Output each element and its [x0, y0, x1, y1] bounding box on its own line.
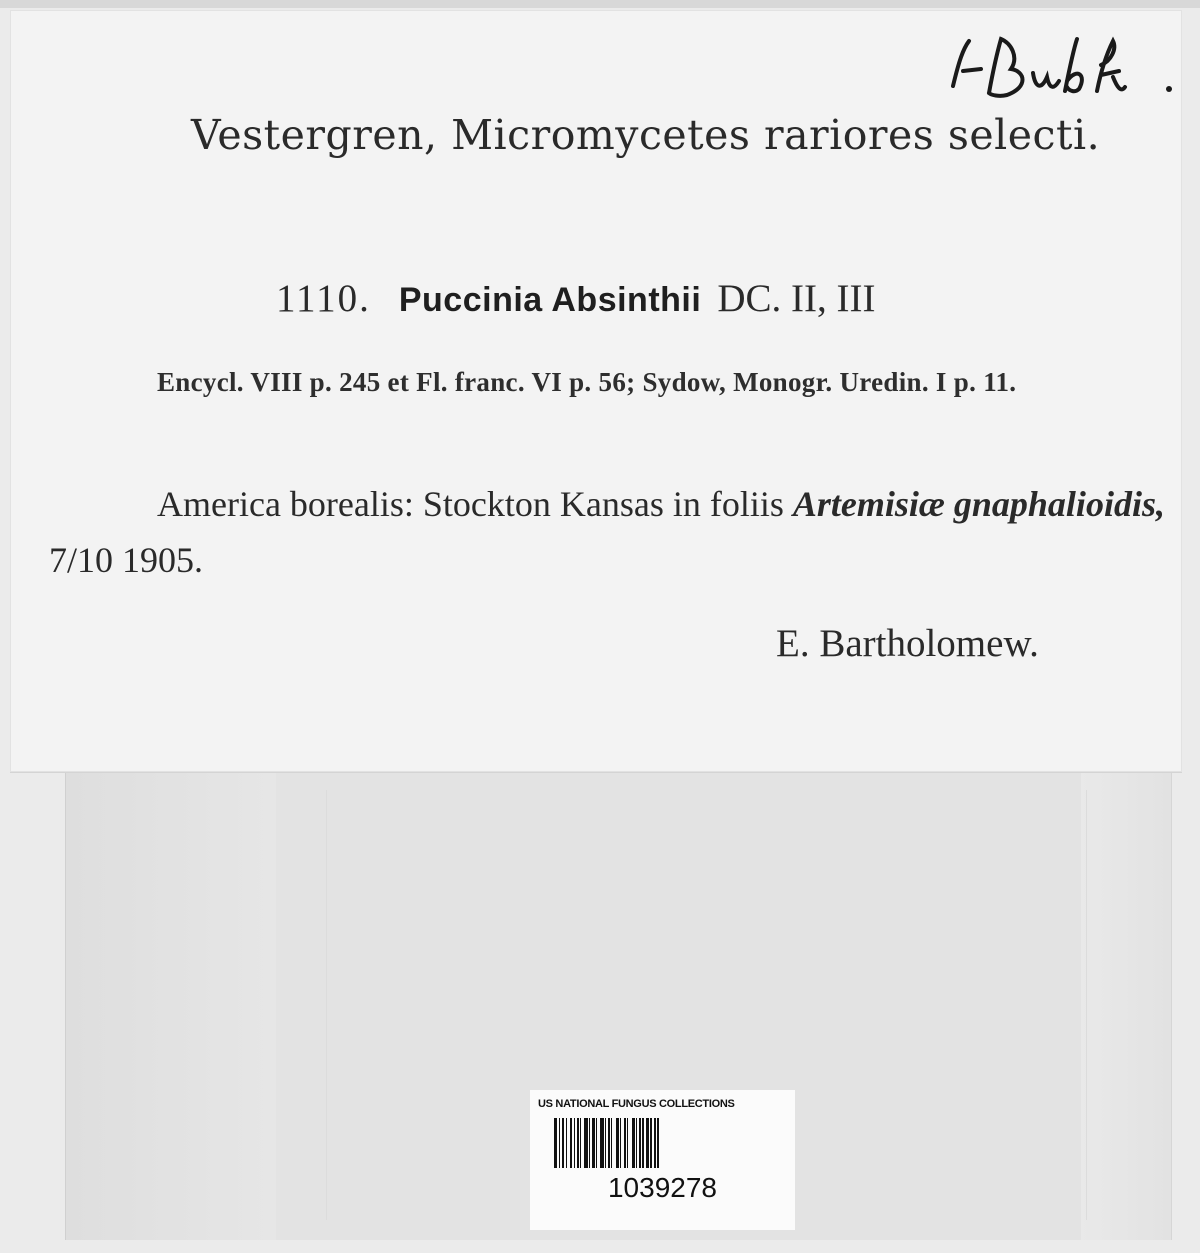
barcode-bar — [589, 1118, 590, 1168]
collection-date: 7/10 1905. — [49, 540, 204, 580]
authority-stage: DC. II, III — [717, 277, 876, 320]
handwritten-annotation — [941, 31, 1191, 111]
taxon-name: Puccinia Absinthii — [398, 281, 702, 319]
exsiccata-number: 1110. — [276, 277, 371, 320]
barcode-bar — [632, 1118, 635, 1168]
barcode-bar — [611, 1118, 612, 1168]
barcode-bar — [600, 1118, 604, 1168]
barcode-bar — [620, 1118, 621, 1168]
barcode-bar — [592, 1118, 595, 1168]
barcode-bar — [566, 1118, 567, 1168]
barcode-institution: US NATIONAL FUNGUS COLLECTIONS — [538, 1098, 735, 1110]
envelope-left-fold — [66, 770, 276, 1240]
barcode-bar — [642, 1118, 644, 1168]
envelope-seam — [1086, 790, 1087, 1220]
barcode-bar — [580, 1118, 581, 1168]
barcode-sticker — [530, 1090, 795, 1230]
barcode-bar — [577, 1118, 579, 1168]
barcode-bar — [654, 1118, 656, 1168]
series-title: Vestergren, Micromycetes rariores selecti. — [191, 111, 1101, 159]
barcode-bar — [650, 1118, 652, 1168]
barcode-bars — [554, 1118, 771, 1168]
barcode-bar — [554, 1118, 557, 1168]
specimen-heading — [276, 276, 875, 321]
barcode-bar — [657, 1118, 659, 1168]
herbarium-label — [10, 10, 1182, 772]
barcode-bar — [574, 1118, 575, 1168]
collector-name: E. Bartholomew. — [776, 622, 1039, 665]
barcode-bar — [559, 1118, 560, 1168]
barcode-number: 1039278 — [607, 1172, 717, 1203]
envelope-seam — [326, 790, 327, 1220]
barcode-bar — [562, 1118, 564, 1168]
barcode-bar — [624, 1118, 626, 1168]
locality-text — [49, 476, 1174, 588]
handwriting-signature — [941, 31, 1191, 111]
barcode-bar — [608, 1118, 610, 1168]
barcode-bar — [627, 1118, 628, 1168]
barcode-bar — [570, 1118, 572, 1168]
host-name: Artemisiæ gnaphalioidis, — [792, 484, 1165, 524]
barcode-bar — [584, 1118, 588, 1168]
barcode-bar — [616, 1118, 619, 1168]
barcode-bar — [646, 1118, 649, 1168]
barcode-bar — [605, 1118, 606, 1168]
literature-reference: Encycl. VIII p. 245 et Fl. franc. VI p. 56; Sydow, Monogr. Uredin. I p. 11. — [157, 367, 1017, 397]
top-edge — [0, 0, 1200, 8]
envelope-right-fold — [1081, 770, 1171, 1240]
locality-prefix: America borealis: Stockton Kansas in foliis — [157, 484, 784, 524]
barcode-bar — [639, 1118, 641, 1168]
barcode-bar — [596, 1118, 597, 1168]
barcode-bar — [636, 1118, 637, 1168]
